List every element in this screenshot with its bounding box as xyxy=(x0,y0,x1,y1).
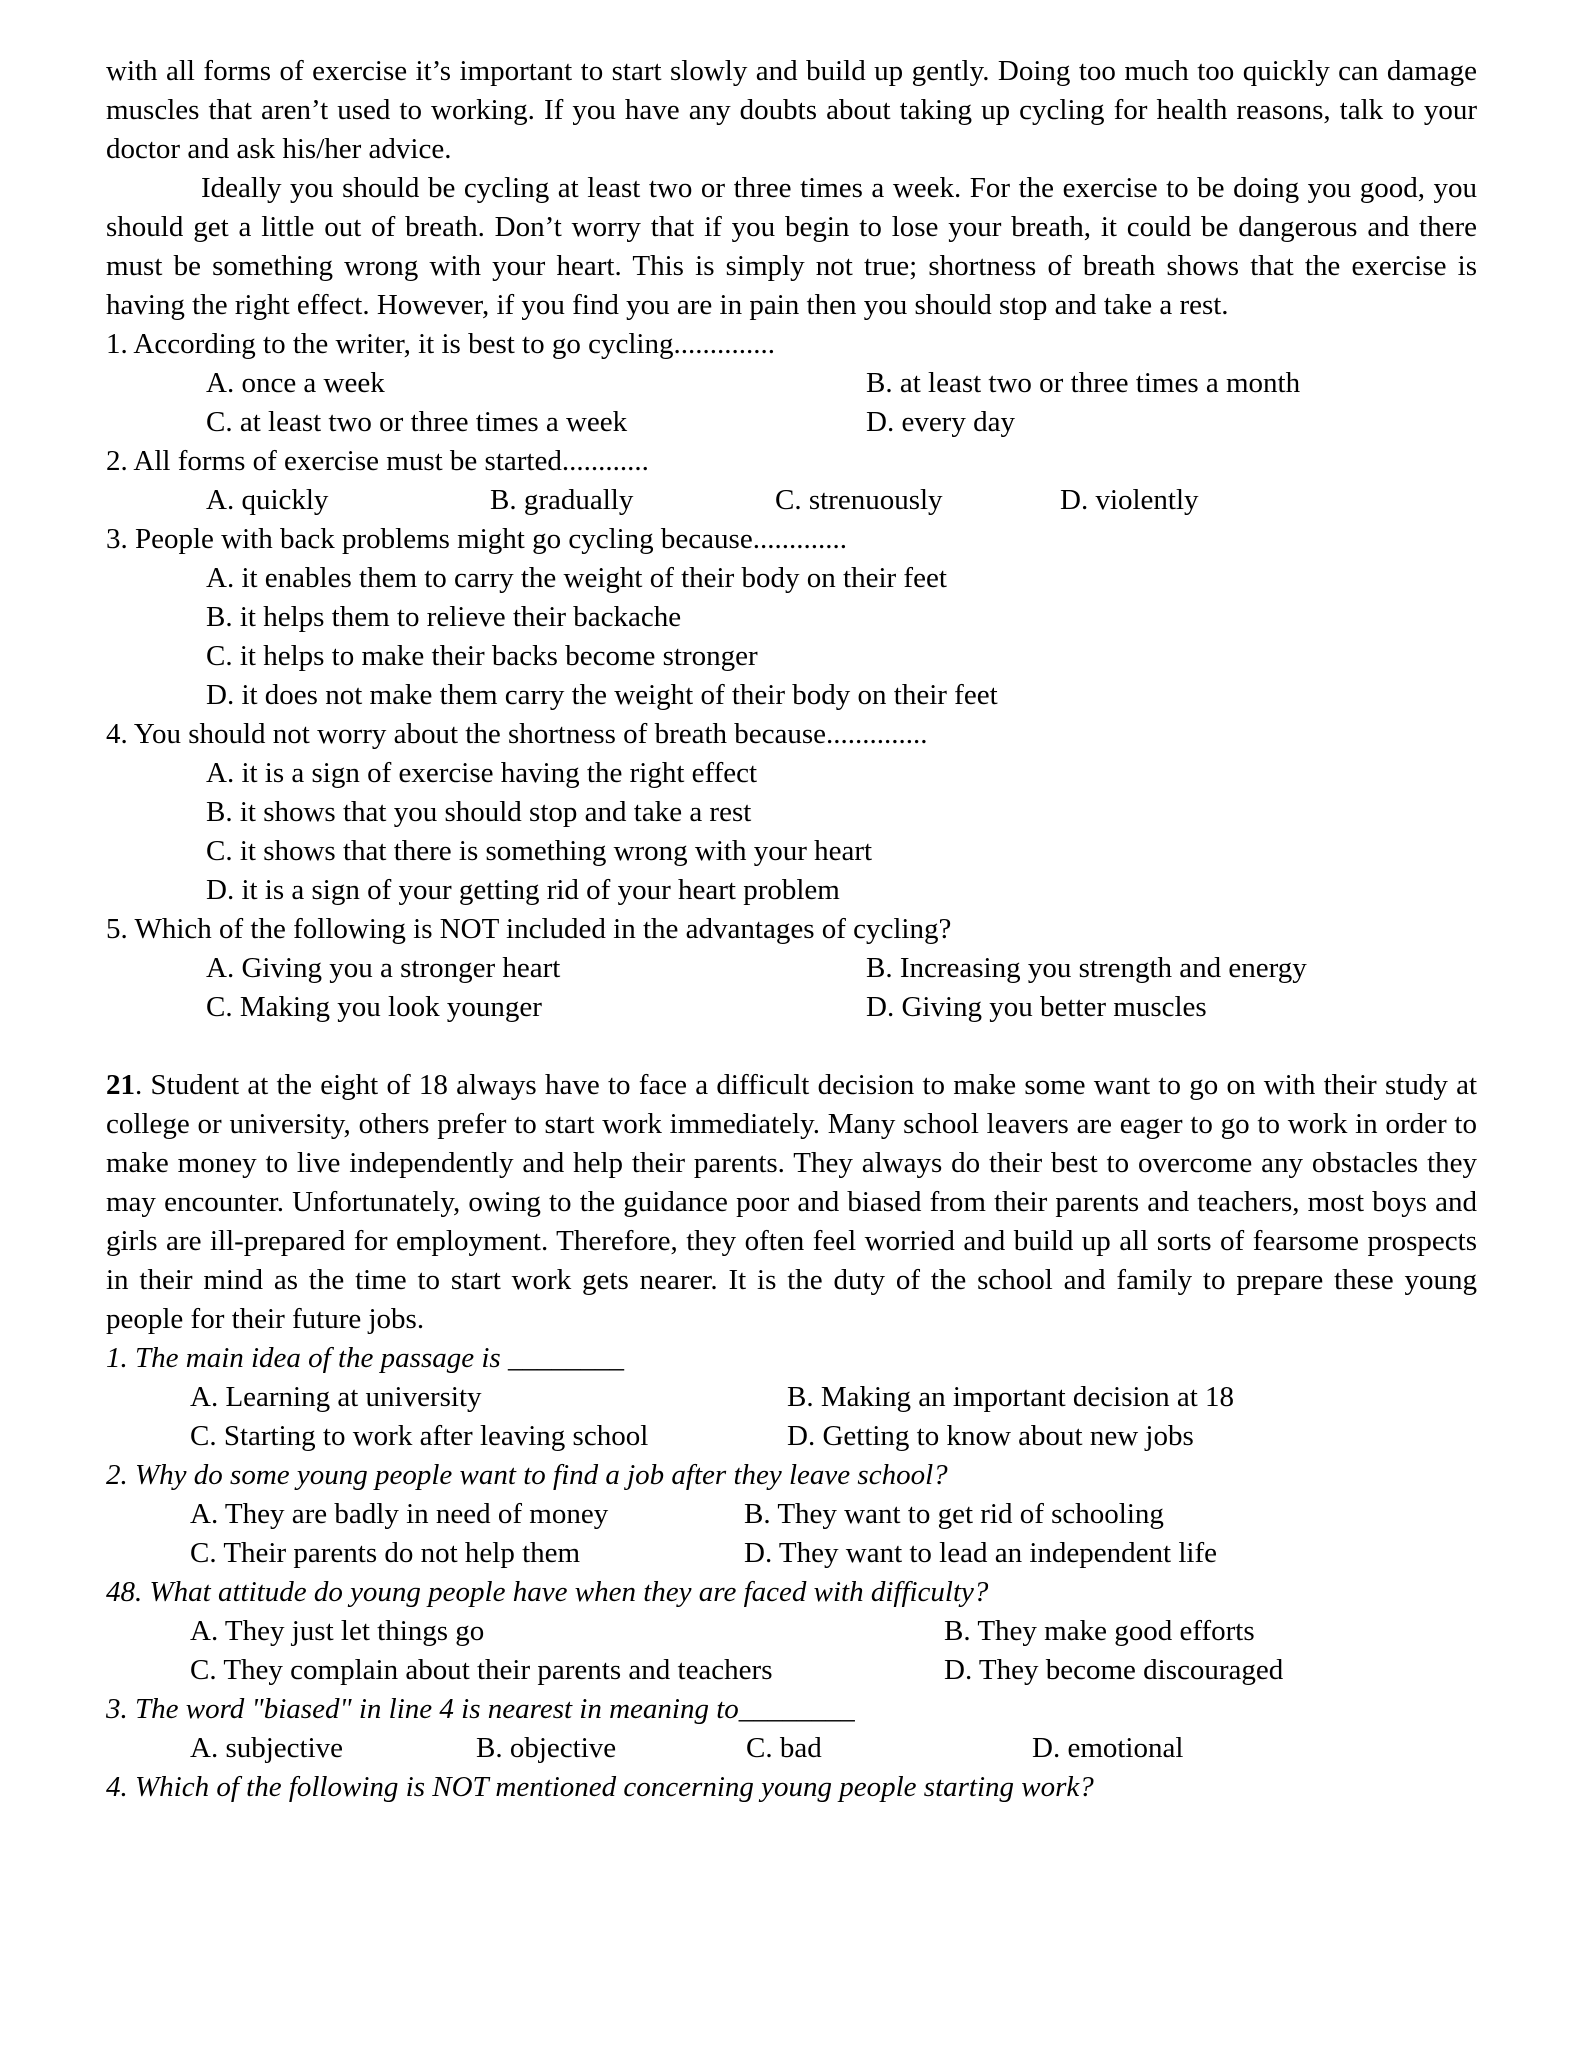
option-b: B. it helps them to relieve their backache xyxy=(206,601,682,633)
question-stem: 2. Why do some young people want to find a job after they leave school? xyxy=(106,1459,948,1491)
option-c: C. strenuously xyxy=(775,484,943,516)
option-a: A. They are badly in need of money xyxy=(190,1498,609,1530)
option-row xyxy=(106,1729,1477,1768)
option-row xyxy=(106,481,1477,520)
option-c: C. it shows that there is something wrong with your heart xyxy=(206,835,873,867)
passage1-paragraph-2: Ideally you should be cycling at least two or three times a week. For the exercise to be doing you good, you should get a little out of breath. Don’t worry that if you begin to lose your breath, it could be dangerous and there must be something wrong with your heart. This is simply not true; shortness of breath shows that the exercise is having the right effect. However, if you find you are in pain then you should stop and take a rest. xyxy=(106,172,1477,321)
option-d: D. They become discouraged xyxy=(944,1654,1284,1686)
option-row xyxy=(106,988,1477,1027)
option-row xyxy=(106,1651,1477,1690)
passage1-question-4 xyxy=(106,715,1477,910)
option-a: A. it enables them to carry the weight of their body on their feet xyxy=(206,562,947,594)
option-a: A. once a week xyxy=(206,367,385,399)
option-b: B. objective xyxy=(476,1732,617,1764)
option-d: D. it does not make them carry the weight of their body on their feet xyxy=(206,679,998,711)
passage2-question-4 xyxy=(106,1768,1477,1807)
question-stem: 5. Which of the following is NOT included in the advantages of cycling? xyxy=(106,913,952,945)
option-c: C. Making you look younger xyxy=(206,991,542,1023)
passage2-question-48 xyxy=(106,1573,1477,1690)
passage1-question-1 xyxy=(106,325,1477,442)
option-b: B. They make good efforts xyxy=(944,1615,1255,1647)
option-row xyxy=(106,1417,1477,1456)
passage1-question-5 xyxy=(106,910,1477,1027)
option-a: A. subjective xyxy=(190,1732,344,1764)
passage1-question-2 xyxy=(106,442,1477,520)
option-d: D. emotional xyxy=(1032,1732,1184,1764)
passage1-question-3 xyxy=(106,520,1477,715)
passage2-question-3 xyxy=(106,1690,1477,1768)
option-a: A. Giving you a stronger heart xyxy=(206,952,561,984)
option-row xyxy=(106,403,1477,442)
option-d: D. every day xyxy=(866,406,1015,438)
question-stem: 2. All forms of exercise must be started............ xyxy=(106,445,649,477)
option-a: A. They just let things go xyxy=(190,1615,485,1647)
option-row xyxy=(106,949,1477,988)
option-b: B. gradually xyxy=(490,484,634,516)
question-stem: 1. According to the writer, it is best to go cycling.............. xyxy=(106,328,775,360)
option-d: D. violently xyxy=(1060,484,1199,516)
passage2-paragraph xyxy=(106,1066,1477,1339)
passage2-number: 21 xyxy=(106,1069,135,1101)
option-a: A. quickly xyxy=(206,484,329,516)
option-c: C. Starting to work after leaving school xyxy=(190,1420,649,1452)
option-row xyxy=(106,754,1477,910)
question-stem: 3. People with back problems might go cycling because............. xyxy=(106,523,847,555)
option-c: C. Their parents do not help them xyxy=(190,1537,581,1569)
option-b: B. at least two or three times a month xyxy=(866,367,1301,399)
passage2-question-1 xyxy=(106,1339,1477,1456)
option-a: A. it is a sign of exercise having the right effect xyxy=(206,757,758,789)
option-d: D. They want to lead an independent life xyxy=(744,1537,1217,1569)
passage2-question-2 xyxy=(106,1456,1477,1573)
option-row xyxy=(106,1378,1477,1417)
option-d: D. Getting to know about new jobs xyxy=(787,1420,1194,1452)
option-row xyxy=(106,1534,1477,1573)
option-c: C. They complain about their parents and teachers xyxy=(190,1654,773,1686)
option-row xyxy=(106,364,1477,403)
option-b: B. Making an important decision at 18 xyxy=(787,1381,1235,1413)
option-b: B. it shows that you should stop and take a rest xyxy=(206,796,752,828)
option-c: C. bad xyxy=(746,1732,822,1764)
option-d: D. it is a sign of your getting rid of your heart problem xyxy=(206,874,840,906)
option-c: C. it helps to make their backs become stronger xyxy=(206,640,758,672)
option-b: B. Increasing you strength and energy xyxy=(866,952,1307,984)
option-d: D. Giving you better muscles xyxy=(866,991,1207,1023)
passage2-body: . Student at the eight of 18 always have to face a difficult decision to make some want to go on with their study at college or university, others prefer to start work immediately. Many school leavers are eager to go to work in order to make money to live independently and help their parents. They always do their best to overcome any obstacles they may encounter. Unfortunately, owing to the guidance poor and biased from their parents and teachers, most boys and girls are ill-prepared for employment. Therefore, they often feel worried and build up all sorts of fearsome prospects in their mind as the time to start work gets nearer. It is the duty of the school and family to prepare these young people for their future jobs. xyxy=(106,1069,1477,1335)
option-a: A. Learning at university xyxy=(190,1381,482,1413)
question-stem: 48. What attitude do young people have when they are faced with difficulty? xyxy=(106,1576,989,1608)
option-c: C. at least two or three times a week xyxy=(206,406,628,438)
option-b: B. They want to get rid of schooling xyxy=(744,1498,1164,1530)
option-row xyxy=(106,1495,1477,1534)
question-stem: 4. You should not worry about the shortness of breath because.............. xyxy=(106,718,928,750)
option-row xyxy=(106,559,1477,715)
passage1-paragraph-1: with all forms of exercise it’s important to start slowly and build up gently. Doing too much too quickly can damage muscles that aren’t used to working. If you have any doubts about taking up cycling for health reasons, talk to your doctor and ask his/her advice. xyxy=(106,55,1477,165)
question-stem: 1. The main idea of the passage is ________ xyxy=(106,1342,624,1374)
option-row xyxy=(106,1612,1477,1651)
question-stem: 4. Which of the following is NOT mentioned concerning young people starting work? xyxy=(106,1771,1094,1803)
question-stem: 3. The word "biased" in line 4 is nearest in meaning to________ xyxy=(106,1693,855,1725)
